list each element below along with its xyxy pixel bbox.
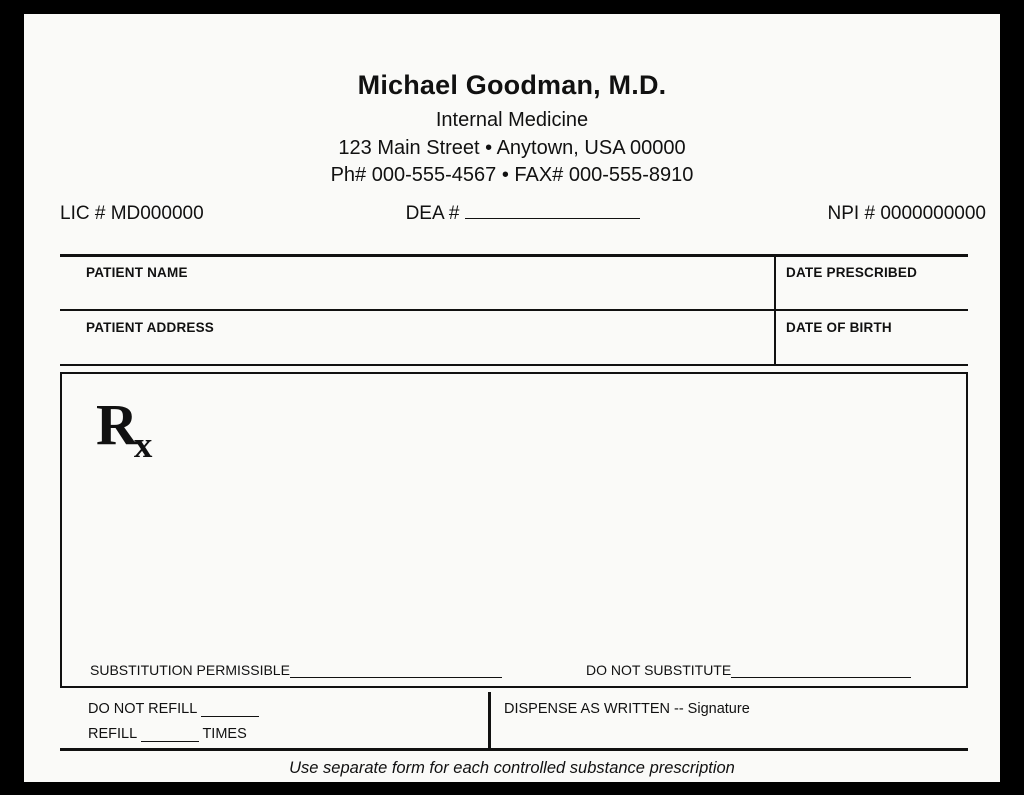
patient-block-bottom-rule [60, 364, 968, 366]
license-number: LIC # MD000000 [60, 203, 204, 224]
npi-number: NPI # 0000000000 [827, 203, 986, 224]
prescription-form [24, 14, 1000, 782]
date-prescribed-label: DATE PRESCRIBED [786, 265, 918, 280]
doctor-specialty: Internal Medicine [435, 109, 589, 132]
rx-symbol [96, 392, 156, 466]
letterhead [24, 14, 1000, 188]
refill-times-label: TIMES [202, 726, 247, 742]
dea-label: DEA # [405, 203, 460, 224]
doctor-name: Michael Goodman, M.D. [357, 70, 667, 100]
patient-block-top-rule [60, 254, 968, 257]
patient-info-block [60, 254, 968, 366]
refill-bottom-rule [60, 748, 968, 751]
refill-block [60, 692, 968, 749]
practice-address: 123 Main Street • Anytown, USA 00000 [338, 137, 686, 160]
substitution-permissible-label: SUBSTITUTION PERMISSIBLE [90, 662, 290, 678]
do-not-substitute-signature-line[interactable] [731, 664, 911, 678]
do-not-substitute-field [586, 662, 911, 678]
do-not-refill-label: DO NOT REFILL [88, 701, 197, 717]
patient-address-label: PATIENT ADDRESS [86, 320, 215, 335]
do-not-refill-field [88, 701, 259, 717]
dispense-as-written-label: DISPENSE AS WRITTEN -- Signature [504, 701, 750, 717]
refill-times-field [88, 726, 247, 742]
date-of-birth-label: DATE OF BIRTH [786, 320, 892, 335]
do-not-substitute-label: DO NOT SUBSTITUTE [586, 662, 732, 678]
patient-block-vertical-divider [774, 254, 776, 366]
patient-block-middle-rule [60, 309, 968, 311]
patient-name-label: PATIENT NAME [86, 265, 188, 280]
dea-field [360, 202, 686, 225]
identifier-row [60, 202, 986, 232]
rx-symbol-main: R [96, 392, 138, 457]
dea-write-in-line[interactable] [465, 202, 640, 219]
substitution-permissible-field [90, 662, 502, 678]
refill-count-line[interactable] [141, 728, 199, 742]
rx-symbol-subscript: x [133, 425, 153, 466]
refill-vertical-divider [488, 692, 491, 749]
substitution-permissible-signature-line[interactable] [290, 664, 502, 678]
practice-phone-fax: Ph# 000-555-4567 • FAX# 000-555-8910 [330, 164, 694, 187]
rx-writing-area[interactable] [60, 372, 968, 688]
footer-note: Use separate form for each controlled substance prescription [289, 759, 735, 777]
refill-label: REFILL [88, 726, 137, 742]
do-not-refill-checkbox-line[interactable] [201, 703, 259, 717]
substitution-row [62, 656, 966, 678]
